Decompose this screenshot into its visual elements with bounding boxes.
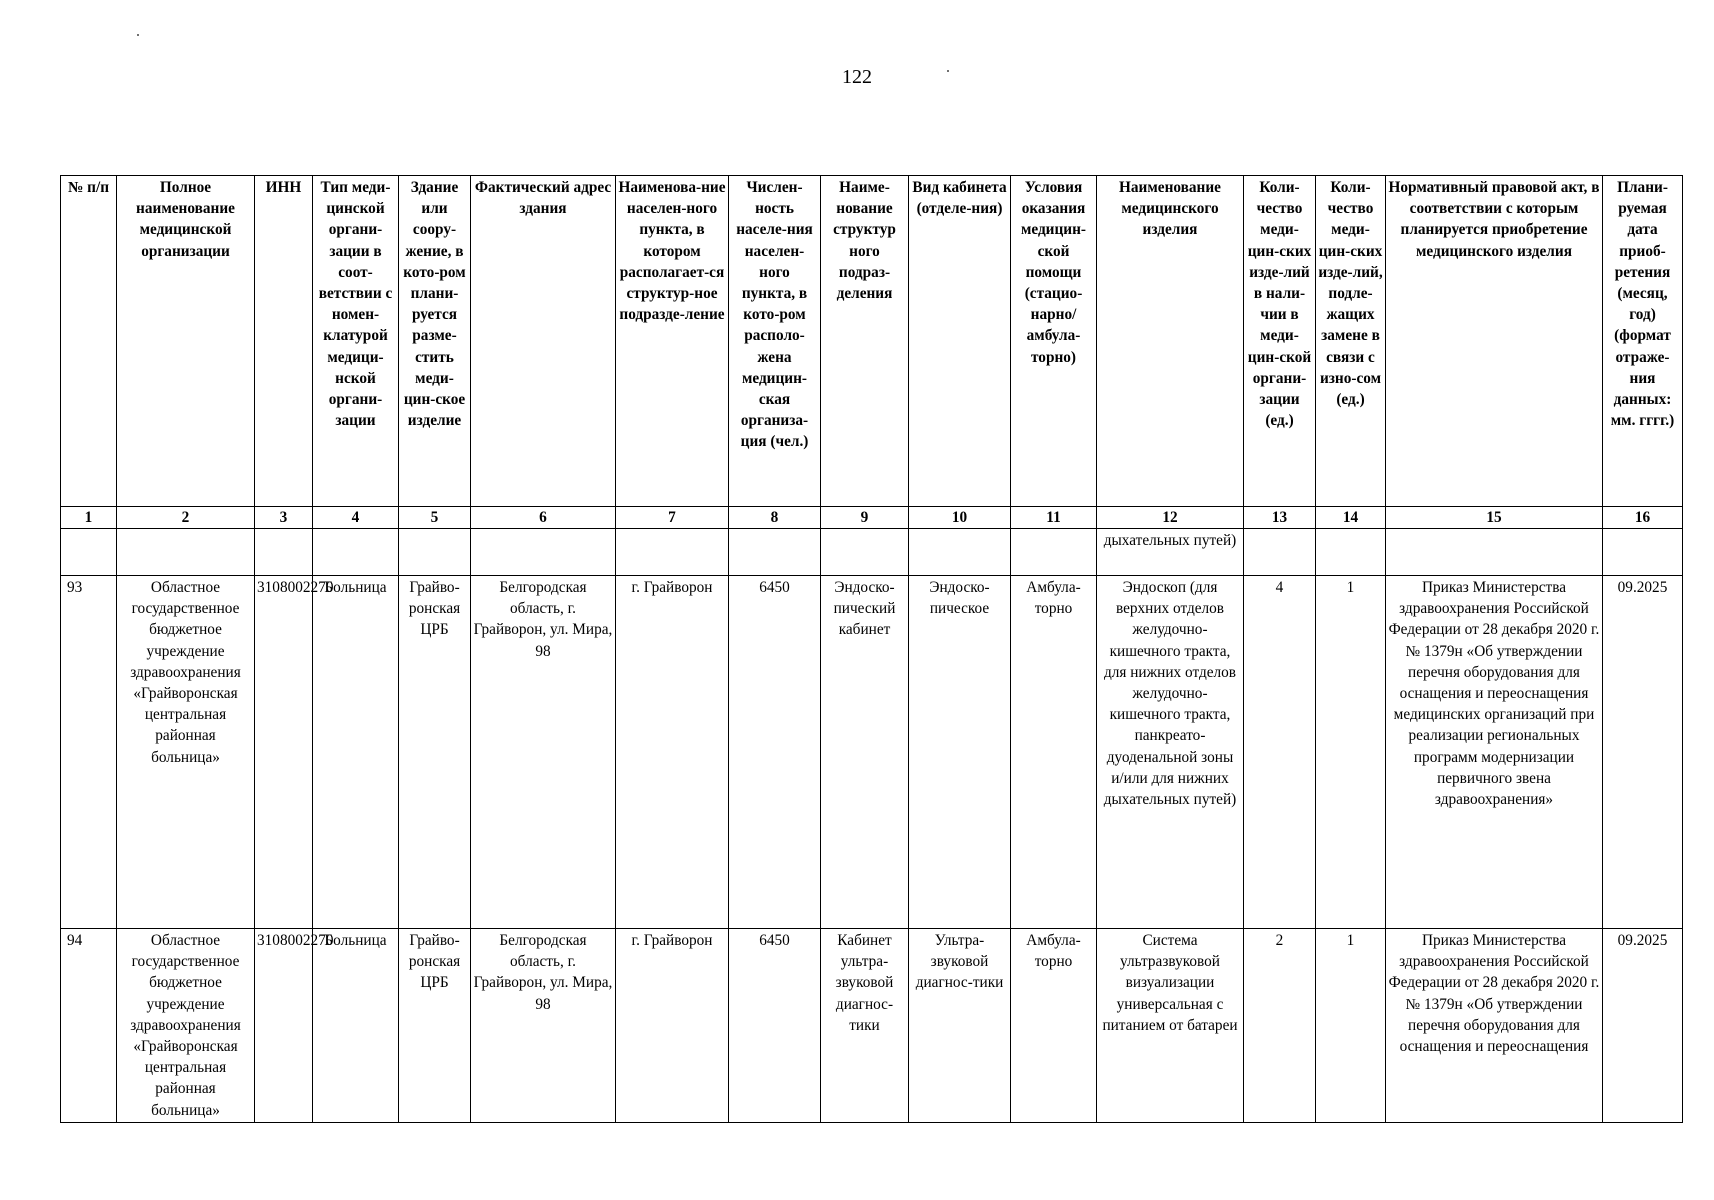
address-cell: Белгородская область, г. Грайворон, ул. Мира, 98 [471,576,616,929]
header-row [61,176,1683,507]
column-number: 4 [313,507,399,529]
device-name-cell: Эндоскоп (для верхних отделов желудочно-кишечного тракта, для нижних отделов желудочно-кишечного тракта, панкреато-дуоденальной зоны и/или для нижних дыхательных путей) [1097,576,1244,929]
header-cell: Плани-руемая дата приоб-ретения (месяц, год) (формат отраже-ния данных: мм. гггг.) [1603,176,1683,507]
qty-available-cell: 2 [1244,929,1316,1123]
continuation-row [61,529,1683,576]
header-cell: Фактический адрес здания [471,176,616,507]
column-number: 12 [1097,507,1244,529]
column-number: 6 [471,507,616,529]
header-cell: Наименование медицинского изделия [1097,176,1244,507]
column-number: 7 [616,507,729,529]
column-number: 15 [1386,507,1603,529]
column-number: 11 [1011,507,1097,529]
settlement-cell: г. Грайворон [616,929,729,1123]
header-cell: Наименова-ние населен-ного пункта, в котором располагает-ся структур-ное подразде-ление [616,176,729,507]
qty-replace-cell: 1 [1316,576,1386,929]
population-cell: 6450 [729,576,821,929]
date-cell: 09.2025 [1603,929,1683,1123]
page-number: 122 [842,66,872,88]
header-cell: Условия оказания медицин-ской помощи (стацио-нарно/ амбула-торно) [1011,176,1097,507]
qty-available-cell: 4 [1244,576,1316,929]
column-number: 1 [61,507,117,529]
cabinet-cell: Эндоско-пическое [909,576,1011,929]
qty-replace-cell: 1 [1316,929,1386,1123]
column-number: 13 [1244,507,1316,529]
header-cell: Тип меди-цинской органи-зации в соот-ветствии с номен-клатурой медици-нской органи-зации [313,176,399,507]
org-type-cell: Больница [313,929,399,1123]
header-cell: № п/п [61,176,117,507]
header-cell: Нормативный правовой акт, в соответствии с которым планируется приобретение медицинского изделия [1386,176,1603,507]
organization-cell: Областное государственное бюджетное учреждение здравоохранения «Грайворонская центральная районная больница» [117,576,255,929]
column-number: 9 [821,507,909,529]
header-cell: Вид кабинета (отделе-ния) [909,176,1011,507]
organization-cell: Областное государственное бюджетное учреждение здравоохранения «Грайворонская центральная районная больница» [117,929,255,1123]
column-number: 14 [1316,507,1386,529]
building-cell: Грайво-ронская ЦРБ [399,929,471,1123]
column-number: 3 [255,507,313,529]
row-number-cell: 94 [61,929,117,1123]
date-cell: 09.2025 [1603,576,1683,929]
header-cell: Здание или соору-жение, в кото-ром плани-руется разме-стить меди-цин-ское изделие [399,176,471,507]
column-number: 16 [1603,507,1683,529]
header-cell: Числен-ность населе-ния населен-ного пункта, в кото-ром располо-жена медицин-ская организа-ция (чел.) [729,176,821,507]
unit-cell: Кабинет ультра-звуковой диагнос-тики [821,929,909,1123]
header-cell: Наиме-нование структур ного подраз-деления [821,176,909,507]
equipment-table [60,175,1683,1123]
column-number: 2 [117,507,255,529]
cabinet-cell: Ультра-звуковой диагнос-тики [909,929,1011,1123]
legal-act-cell: Приказ Министерства здравоохранения Российской Федерации от 28 декабря 2020 г. № 1379н «Об утверждении перечня оборудования для оснащения и переоснащения медицинских организаций при реализации региональных программ модернизации первичного звена здравоохранения» [1386,576,1603,929]
device-name-cell: Система ультразвуковой визуализации универсальная с питанием от батареи [1097,929,1244,1123]
header-cell: Коли-чество меди-цин-ских изде-лий в нали-чии в меди-цин-ской органи-зации (ед.) [1244,176,1316,507]
legal-act-cell: Приказ Министерства здравоохранения Российской Федерации от 28 декабря 2020 г. № 1379н «Об утверждении перечня оборудования для оснащения и переоснащения [1386,929,1603,1123]
row-number-cell: 93 [61,576,117,929]
inn-cell: 3108002270 [255,576,313,929]
table-row [61,576,1683,929]
column-number-row [61,507,1683,529]
org-type-cell: Больница [313,576,399,929]
settlement-cell: г. Грайворон [616,576,729,929]
conditions-cell: Амбула-торно [1011,576,1097,929]
header-cell: Полное наименование медицинской организации [117,176,255,507]
unit-cell: Эндоско-пический кабинет [821,576,909,929]
header-cell: ИНН [255,176,313,507]
scan-speck [947,70,949,72]
conditions-cell: Амбула-торно [1011,929,1097,1123]
column-number: 5 [399,507,471,529]
column-number: 10 [909,507,1011,529]
table-row [61,929,1683,1123]
building-cell: Грайво-ронская ЦРБ [399,576,471,929]
column-number: 8 [729,507,821,529]
inn-cell: 3108002270 [255,929,313,1123]
header-cell: Коли-чество меди-цин-ских изде-лий, подле-жащих замене в связи с изно-сом (ед.) [1316,176,1386,507]
device-name-cell: дыхательных путей) [1097,529,1244,576]
address-cell: Белгородская область, г. Грайворон, ул. Мира, 98 [471,929,616,1123]
population-cell: 6450 [729,929,821,1123]
scan-speck [137,34,139,36]
